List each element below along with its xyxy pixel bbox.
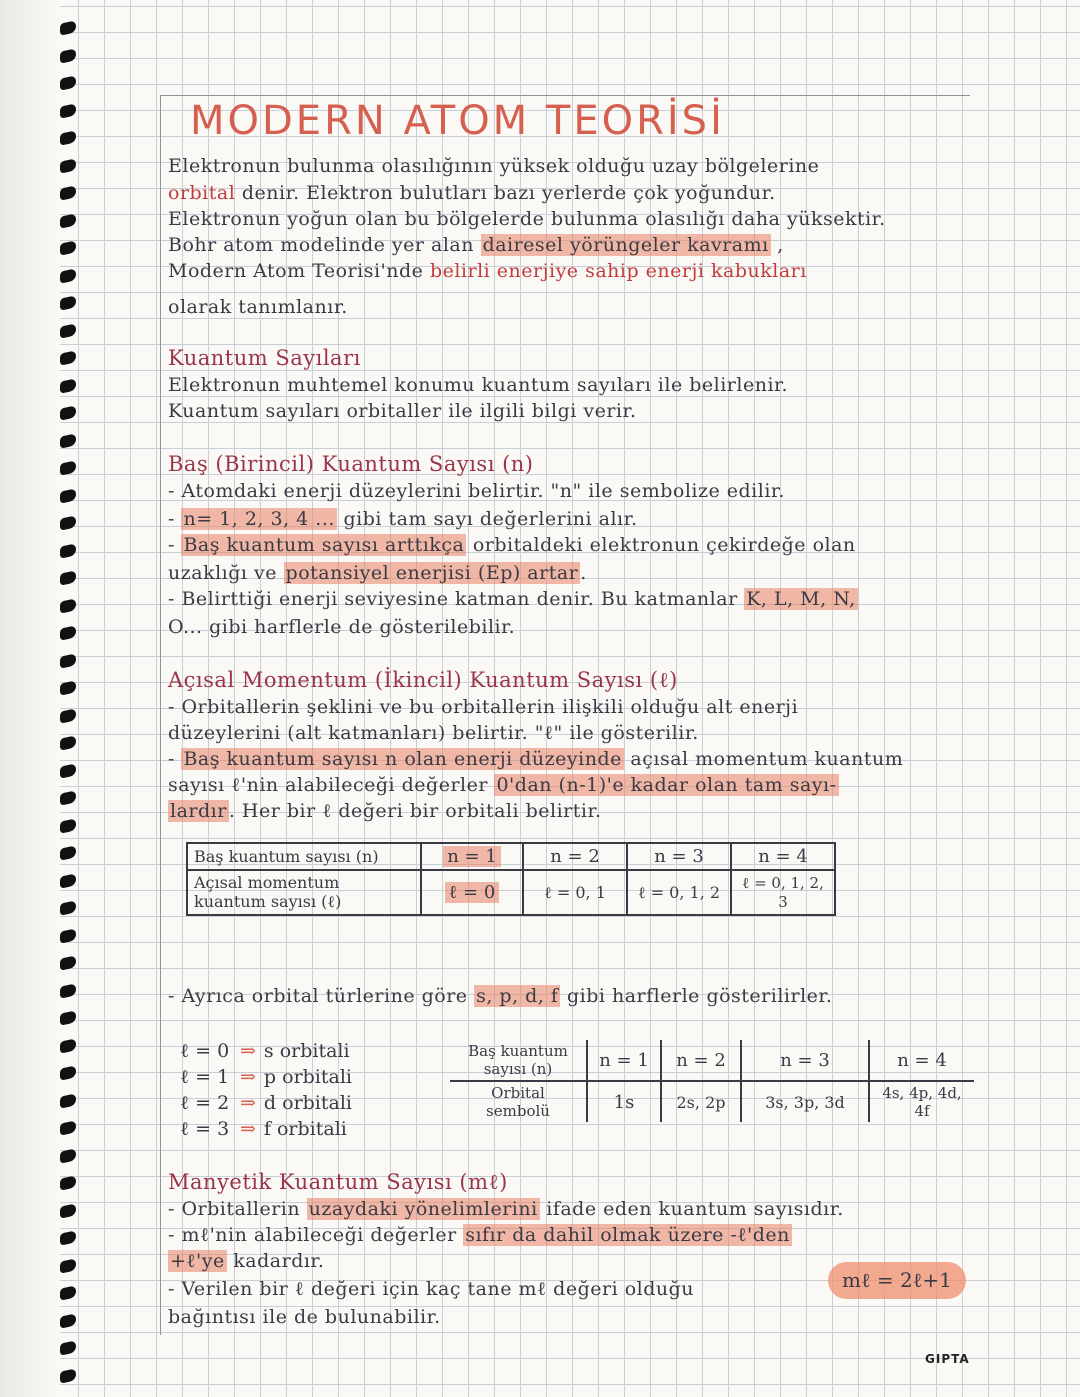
list-item <box>180 1090 352 1116</box>
manyetik-line-2-text: - mℓ'nin alabileceği değerler <box>168 1224 464 1246</box>
highlight-0-to-n-1: 0'dan (n-1)'e kadar olan tam sayı- <box>496 774 837 796</box>
highlight-katmanlar: K, L, M, N, <box>746 588 856 610</box>
table-cell: 2s, 2p <box>661 1081 741 1122</box>
table-header-symbol: Orbital sembolü <box>486 1084 550 1120</box>
highlight-lardir: lardır <box>170 800 227 822</box>
intro-line-6: olarak tanımlanır. <box>168 296 348 318</box>
table-row <box>187 843 835 870</box>
heading-acisal: Açısal Momentum (İkincil) Kuantum Sayısı (ℓ) <box>168 668 678 692</box>
bas-line-3-text: orbitaldeki elektronun çekirdeğe olan <box>466 534 856 556</box>
intro-line-3: Elektronun yoğun olan bu bölgelerde bulunma olasılığı daha yüksektir. <box>168 208 886 230</box>
manyetik-line-2 <box>168 1224 792 1247</box>
table-header-acisal-symbol: (ℓ) <box>321 892 342 911</box>
table-cell: n = 1 <box>587 1040 661 1081</box>
manyetik-line-1 <box>168 1198 844 1220</box>
intro-line-5 <box>168 260 807 282</box>
table-header-bas-label: Baş kuantum sayısı <box>194 847 351 866</box>
orbital-l-value: ℓ = 2 <box>180 1092 230 1114</box>
table-cell <box>421 870 523 915</box>
orbital-name: p orbitali <box>263 1066 353 1088</box>
table-cell: 3s, 3p, 3d <box>741 1081 869 1122</box>
table-header-acisal-label: Açısal momentum kuantum sayısı <box>194 873 340 911</box>
intro-line-1: Elektronun bulunma olasılığının yüksek olduğu uzay bölgelerine <box>168 155 820 177</box>
orbital-l-value: ℓ = 3 <box>180 1118 230 1140</box>
table-row <box>450 1081 974 1122</box>
highlight-sifir-dahil: sıfır da dahil olmak üzere -ℓ'den <box>465 1224 790 1246</box>
orbital-name: s orbitali <box>263 1040 350 1062</box>
arrow-icon: ⇒ <box>240 1066 256 1088</box>
table-cell: ℓ = 0, 1 <box>523 870 627 915</box>
highlight-bas-kuantum-n: Baş kuantum sayısı n olan enerji düzeyinde <box>183 748 622 770</box>
kuantum-line-2: Kuantum sayıları orbitaller ile ilgili bilgi verir. <box>168 400 637 422</box>
orbital-name: f orbitali <box>263 1118 347 1140</box>
manyetik-line-5: bağıntısı ile de bulunabilir. <box>168 1306 441 1328</box>
orbital-l-value: ℓ = 1 <box>180 1066 230 1088</box>
list-item <box>180 1064 352 1090</box>
highlight-yonelim: uzaydaki yönelimlerini <box>308 1198 538 1220</box>
kuantum-line-1: Elektronun muhtemel konumu kuantum sayıları ile belirlenir. <box>168 374 789 396</box>
table-cell: n = 4 <box>869 1040 974 1081</box>
acisal-line-3 <box>168 748 903 770</box>
acisal-line-4 <box>168 774 839 797</box>
table-cell: 1s <box>587 1081 661 1122</box>
formula-ml: mℓ = 2ℓ+1 <box>828 1262 966 1299</box>
orbital-list <box>180 1038 352 1142</box>
acisal-line-1: - Orbitallerin şeklini ve bu orbitallerin ilişkili olduğu alt enerji <box>168 696 799 718</box>
list-item <box>180 1116 352 1142</box>
bas-line-1: - Atomdaki enerji düzeylerini belirtir. "n" ile sembolize edilir. <box>168 480 785 502</box>
table-header-bas-symbol: (n) <box>355 847 379 866</box>
heading-bas: Baş (Birincil) Kuantum Sayısı (n) <box>168 452 534 476</box>
acisal-line-5-text: . Her bir ℓ değeri bir orbitali belirtir. <box>228 800 602 822</box>
bas-line-5-text: - Belirttiği enerji seviyesine katman denir. Bu katmanlar <box>168 588 745 610</box>
table-row <box>450 1040 974 1081</box>
intro-line-5-text: Modern Atom Teorisi'nde <box>168 260 430 282</box>
bas-line-4-end: . <box>580 562 587 584</box>
manyetik-line-3 <box>168 1250 324 1273</box>
acisal-line-3-dash: - <box>168 748 182 770</box>
term-orbital: orbital <box>168 182 236 204</box>
table-header-bas <box>187 843 421 870</box>
bas-line-5 <box>168 588 858 610</box>
table-cell: n = 4 <box>731 843 835 870</box>
bas-line-2 <box>168 508 638 530</box>
arrow-icon: ⇒ <box>240 1092 256 1114</box>
brand-logo: GIPTA <box>925 1352 970 1366</box>
heading-kuantum: Kuantum Sayıları <box>168 346 361 370</box>
table-cell: n = 2 <box>661 1040 741 1081</box>
highlight-plus-l: +ℓ'ye <box>170 1250 225 1272</box>
list-item <box>180 1038 352 1064</box>
orbital-l-value: ℓ = 0 <box>180 1040 230 1062</box>
intro-line-4 <box>168 234 784 256</box>
bas-line-4 <box>168 562 587 584</box>
acisal-line-4-text: sayısı ℓ'nin alabileceği değerler <box>168 774 495 796</box>
acisal-line-5 <box>168 800 602 823</box>
table-cell: ℓ = 0, 1, 2 <box>627 870 731 915</box>
bas-line-2-dash: - <box>168 508 182 530</box>
ayrica-line <box>168 985 832 1007</box>
table-header-n: Baş kuantum sayısı (n) <box>450 1040 587 1081</box>
table-cell: n = 3 <box>627 843 731 870</box>
manyetik-line-1-end: ifade eden kuantum sayısıdır. <box>539 1198 844 1220</box>
intro-line-2 <box>168 182 776 204</box>
table-cell: 4s, 4p, 4d, 4f <box>869 1081 974 1122</box>
ayrica-end: gibi harflerle gösterilirler. <box>560 985 833 1007</box>
intro-line-4-end: , <box>770 234 784 256</box>
orbital-name: d orbitali <box>263 1092 353 1114</box>
quantum-number-table <box>186 842 836 916</box>
highlight-dairesel: dairesel yörüngeler kavramı <box>482 234 769 256</box>
bas-line-6: O... gibi harflerle de gösterilebilir. <box>168 616 516 638</box>
table-cell: n = 3 <box>741 1040 869 1081</box>
arrow-icon: ⇒ <box>240 1040 256 1062</box>
table-cell <box>421 843 523 870</box>
table-header-acisal <box>187 870 421 915</box>
bas-line-4-text: uzaklığı ve <box>168 562 284 584</box>
highlight-arttikca: Baş kuantum sayısı arttıkça <box>183 534 465 556</box>
table-cell: n = 2 <box>523 843 627 870</box>
orbital-symbol-table <box>450 1040 974 1122</box>
bas-line-2-text: gibi tam sayı değerlerini alır. <box>336 508 638 530</box>
manyetik-line-3-end: kadardır. <box>226 1250 325 1272</box>
highlight-spdf: s, p, d, f <box>476 985 559 1007</box>
heading-manyetik: Manyetik Kuantum Sayısı (mℓ) <box>168 1170 508 1194</box>
cell-l0: ℓ = 0 <box>445 882 500 903</box>
page-title: MODERN ATOM TEORİSİ <box>190 98 725 144</box>
manyetik-line-4: - Verilen bir ℓ değeri için kaç tane mℓ değeri olduğu <box>168 1278 695 1300</box>
acisal-line-2: düzeylerini (alt katmanları) belirtir. "ℓ" ile gösterilir. <box>168 722 699 744</box>
intro-line-2-text: denir. Elektron bulutları bazı yerlerde çok yoğundur. <box>235 182 776 204</box>
table-row <box>187 870 835 915</box>
arrow-icon: ⇒ <box>240 1118 256 1140</box>
cell-n1: n = 1 <box>443 846 501 867</box>
acisal-line-3-text: açısal momentum kuantum <box>623 748 904 770</box>
bas-line-3 <box>168 534 856 556</box>
ayrica-text: - Ayrıca orbital türlerine göre <box>168 985 475 1007</box>
intro-line-4-text: Bohr atom modelinde yer alan <box>168 234 481 256</box>
bas-line-3-dash: - <box>168 534 182 556</box>
term-enerji-kabuklari: belirli enerjiye sahip enerji kabukları <box>429 260 807 282</box>
manyetik-line-1-text: - Orbitallerin <box>168 1198 307 1220</box>
table-cell: ℓ = 0, 1, 2, 3 <box>731 870 835 915</box>
highlight-potansiyel: potansiyel enerjisi (Ep) artar <box>285 562 579 584</box>
highlight-n-values: n= 1, 2, 3, 4 ... <box>183 508 335 530</box>
